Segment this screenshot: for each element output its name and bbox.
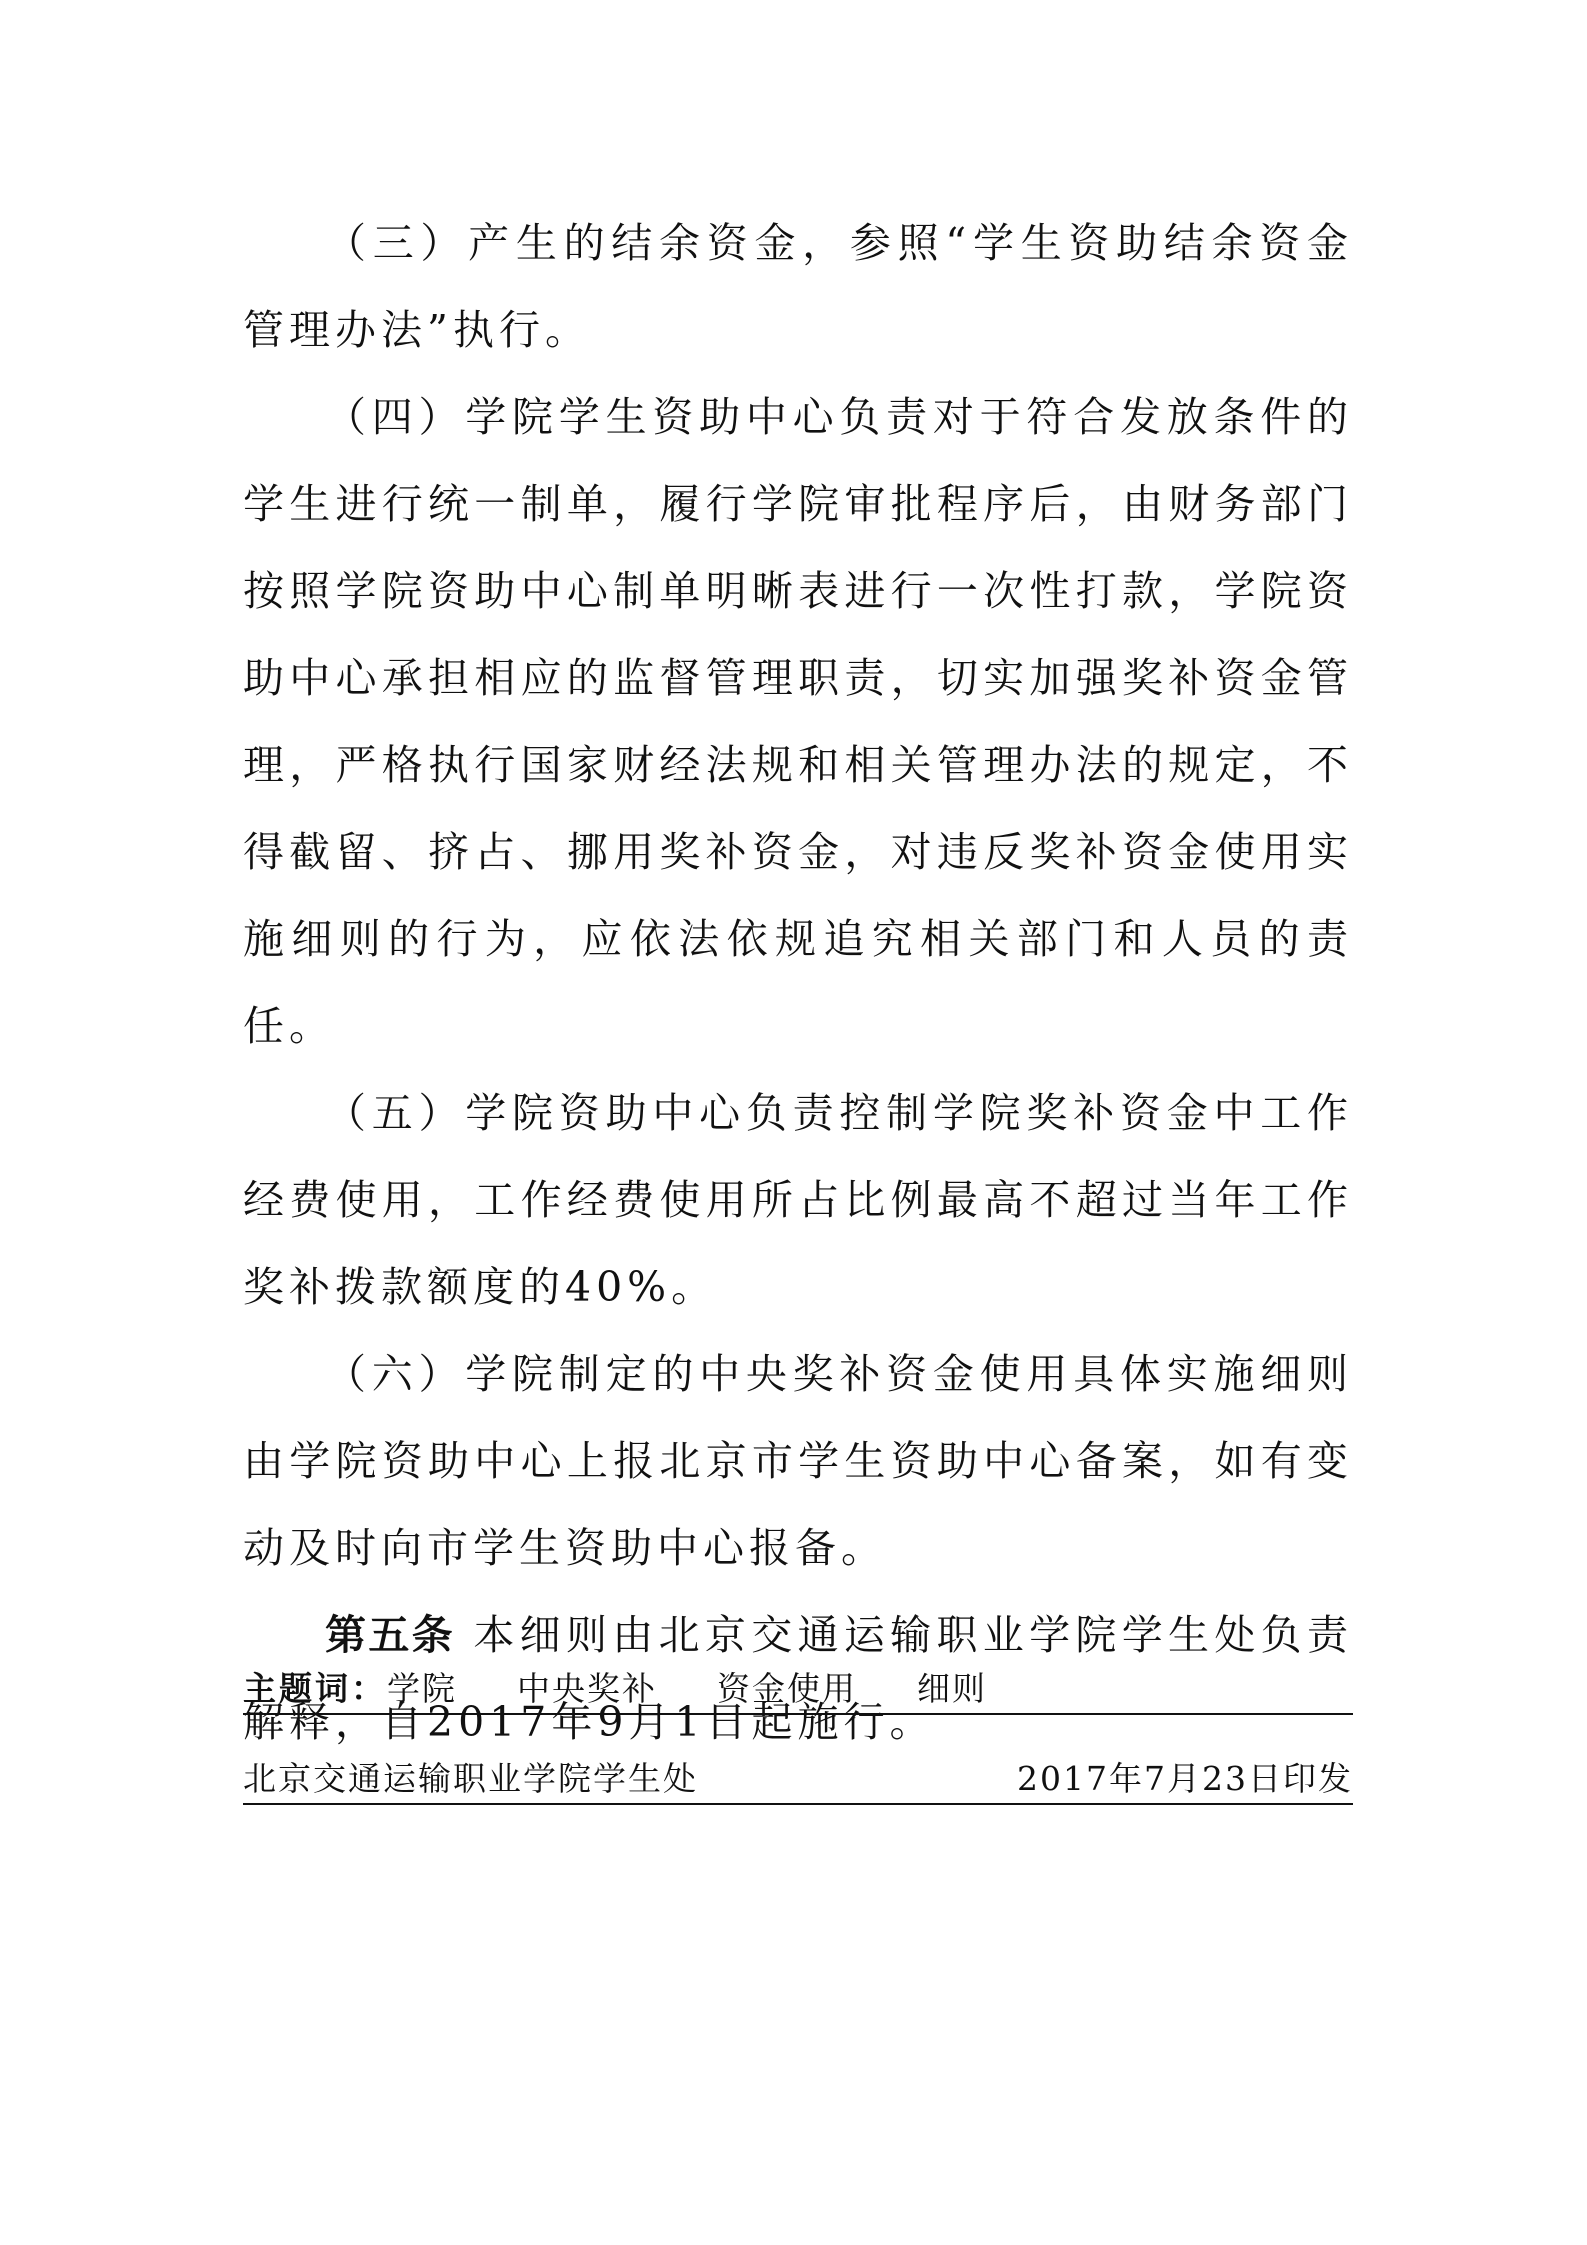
keywords-label: 主题词： bbox=[243, 1669, 387, 1708]
keywords-line bbox=[243, 1665, 1353, 1715]
paragraph-5: （五）学院资助中心负责控制学院奖补资金中工作经费使用，工作经费使用所占比例最高不超过当年工作奖补拨款额度的40%。 bbox=[243, 1089, 1353, 1311]
issuer-line bbox=[243, 1755, 1353, 1805]
paragraph-6: （六）学院制定的中央奖补资金使用具体实施细则由学院资助中心上报北京市学生资助中心备案，如有变动及时向市学生资助中心报备。 bbox=[243, 1350, 1353, 1572]
keyword-item: 中央奖补 bbox=[517, 1669, 657, 1708]
article-five-label: 第五条 bbox=[325, 1611, 455, 1659]
issue-date: 2017年7月23日印发 bbox=[1017, 1759, 1353, 1798]
keyword-item: 学院 bbox=[387, 1669, 457, 1708]
paragraph-4: （四）学院学生资助中心负责对于符合发放条件的学生进行统一制单，履行学院审批程序后，由财务部门按照学院资助中心制单明晰表进行一次性打款，学院资助中心承担相应的监督管理职责，切实加强奖补资金管理，严格执行国家财经法规和相关管理办法的规定，不得截留、挤占、挪用奖补资金，对违反奖补资金使用实施细则的行为，应依法依规追究相关部门和人员的责任。 bbox=[243, 393, 1353, 1050]
issuer-org: 北京交通运输职业学院学生处 bbox=[243, 1759, 698, 1798]
article-five-text: 本细则由北京交通运输职业学院学生处负责解释，自2017年9月1日起施行。 bbox=[243, 1611, 1353, 1746]
keyword-item: 细则 bbox=[917, 1669, 987, 1708]
keyword-item: 资金使用 bbox=[717, 1669, 857, 1708]
document-body bbox=[243, 200, 1353, 1766]
paragraph-3: （三）产生的结余资金，参照“学生资助结余资金管理办法”执行。 bbox=[243, 219, 1353, 354]
